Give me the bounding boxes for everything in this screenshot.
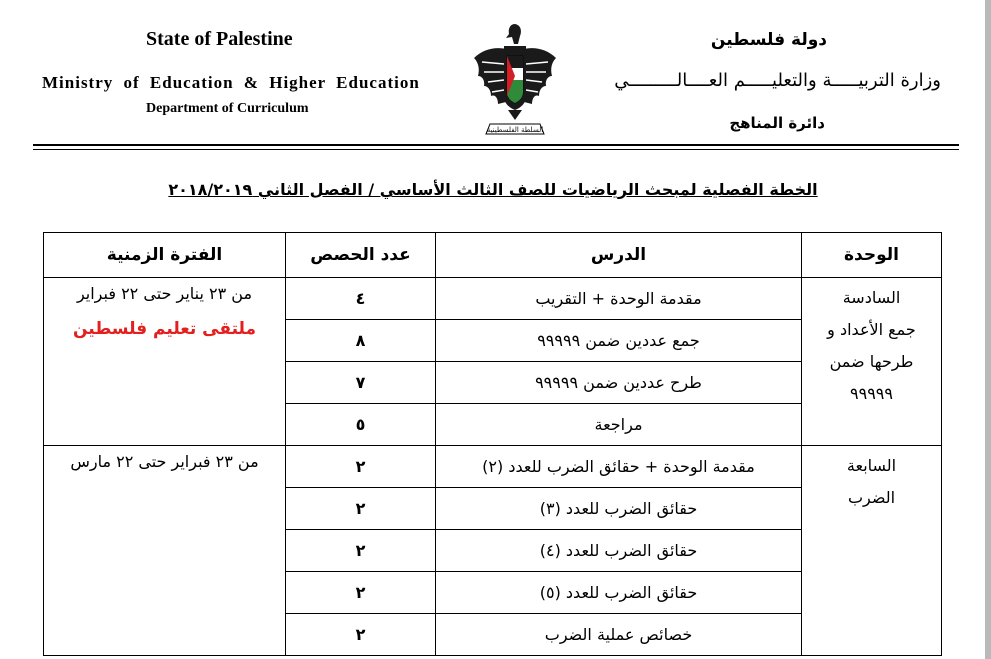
count-cell: ٤ [286,278,436,320]
unit-line: السادسة [842,288,901,307]
count-cell: ٢ [286,614,436,656]
header-period: الفترة الزمنية [44,233,286,278]
lesson-cell: مراجعة [436,404,802,446]
header-department-ar: دائرة المناهج [729,114,825,132]
count-cell: ٧ [286,362,436,404]
lesson-cell: مقدمة الوحدة + حقائق الضرب للعدد (٢) [436,446,802,488]
page-title: الخطة الفصلية لمبحث الرياضيات للصف الثالث الأساسي / الفصل الثاني ٢٠١٨/٢٠١٩ [168,180,818,199]
period-cell [44,278,286,446]
table-row [44,446,942,488]
count-cell: ٢ [286,572,436,614]
unit-line: السابعة [846,456,897,475]
header-department-en: Department of Curriculum [146,101,309,116]
lesson-cell: طرح عددين ضمن ٩٩٩٩٩ [436,362,802,404]
unit-line: جمع الأعداد و [827,320,916,339]
unit-line: ٩٩٩٩٩ [850,384,893,403]
palestine-eagle-emblem-icon [470,20,560,138]
page-shadow [985,0,991,659]
header-ministry-en: Ministry of Education & Higher Education [42,73,420,92]
header-count: عدد الحصص [286,233,436,278]
period-range: من ٢٣ يناير حتى ٢٢ فبراير [76,284,253,303]
lesson-cell: حقائق الضرب للعدد (٥) [436,572,802,614]
header-state-ar: دولة فلسطين [710,30,827,50]
header-rule-thick [33,144,959,146]
plan-table [43,232,942,656]
count-cell: ٢ [286,488,436,530]
count-cell: ٢ [286,446,436,488]
count-cell: ٢ [286,530,436,572]
unit-line: طرحها ضمن [829,352,914,371]
header-rule-thin [33,149,959,150]
lesson-cell: مقدمة الوحدة + التقريب [436,278,802,320]
header-ministry-ar: وزارة التربيـــــة والتعليـــــم العــــالـــــــــي [614,70,941,91]
lesson-cell: خصائص عملية الضرب [436,614,802,656]
table-row [44,278,942,320]
table-header-row [44,233,942,278]
period-cell [44,446,286,656]
header-unit: الوحدة [802,233,942,278]
lesson-cell: جمع عددين ضمن ٩٩٩٩٩ [436,320,802,362]
lesson-cell: حقائق الضرب للعدد (٤) [436,530,802,572]
count-cell: ٨ [286,320,436,362]
header-lesson: الدرس [436,233,802,278]
unit-cell [802,446,942,656]
unit-line: الضرب [847,488,896,507]
period-range: من ٢٣ فبراير حتى ٢٢ مارس [70,452,259,471]
lesson-cell: حقائق الضرب للعدد (٣) [436,488,802,530]
count-cell: ٥ [286,404,436,446]
period-note: ملتقى تعليم فلسطين [72,319,257,339]
header-state-en: State of Palestine [146,28,293,50]
unit-cell [802,278,942,446]
emblem-label: السلطة الفلسطينية [486,126,544,134]
